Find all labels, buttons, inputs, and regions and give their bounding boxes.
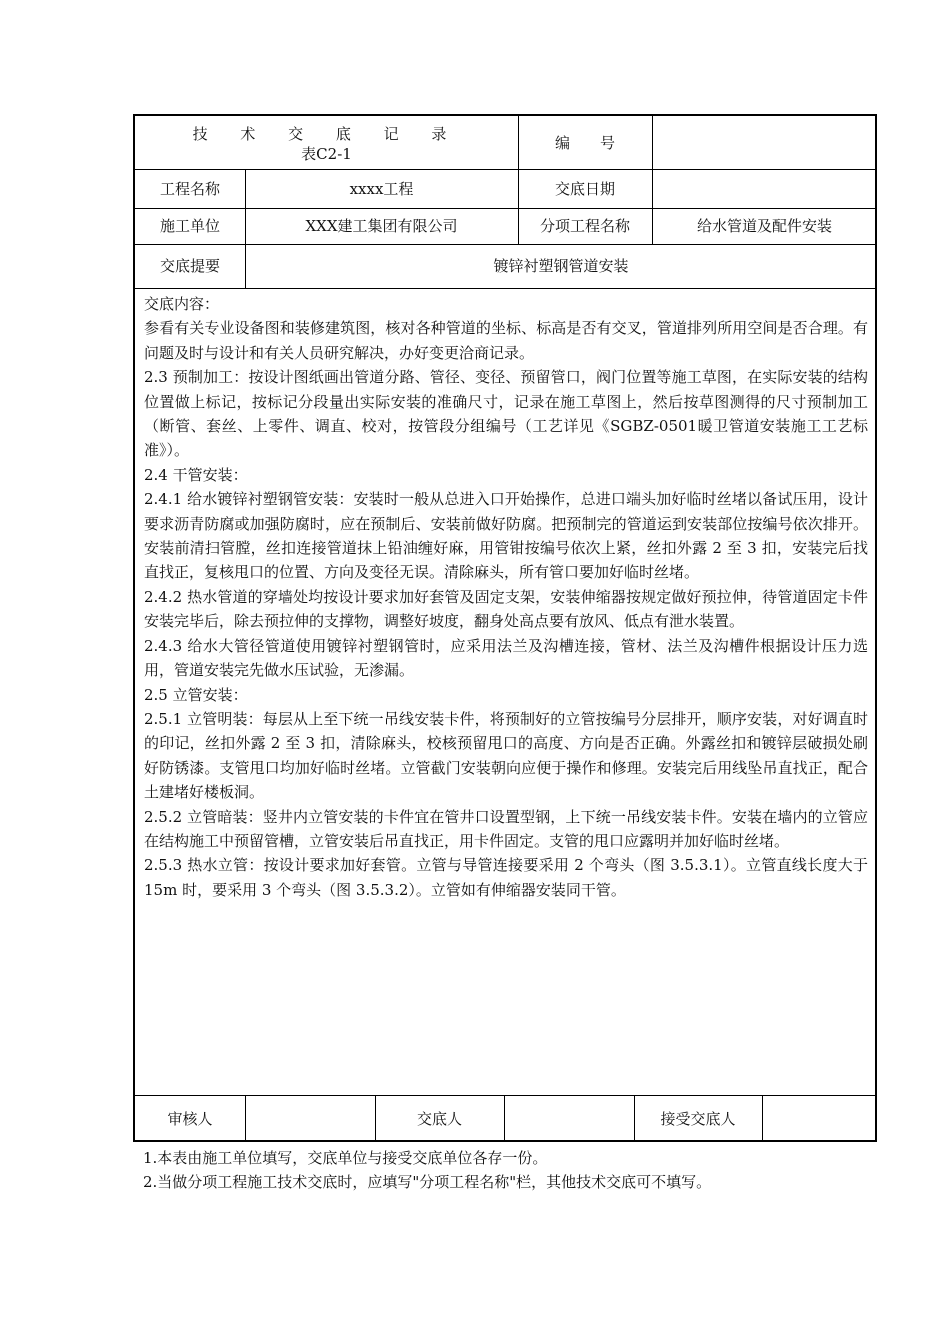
subproject-label: 分项工程名称: [539, 217, 630, 235]
content-paragraph: 交底内容：: [144, 295, 220, 313]
content-paragraph: 2.5.1 立管明装：每层从上至下统一吊线安装卡件，将预制好的立管按编号分层排开，顺序安装，对好调直时的印记，丝扣外露 2 至 3 扣，清除麻头，校核预留甩口的高度、方向是否正确。外露丝扣和镀锌层破损处刷好防锈漆。支管甩口均加好临时丝堵。立管截门安装朝向应便于操作和修理。安装完后用线坠吊直找正，配合土建堵好楼板洞。: [144, 709, 868, 802]
content-paragraph: 2.5.3 热水立管：按设计要求加好套管。立管与导管连接要采用 2 个弯头（图 3.5.3.1）。立管直线长度大于 15m 时，要采用 3 个弯头（图 3.5.3.2）。立管如有伸缩器安装同干管。: [144, 856, 868, 899]
date-value[interactable]: [652, 169, 877, 208]
form-header: [135, 118, 518, 170]
number-value[interactable]: [652, 116, 877, 169]
content-paragraph: 2.3 预制加工：按设计图纸画出管道分路、管径、变径、预留管口，阀门位置等施工草图，在实际安装的结构位置做上标记，按标记分段量出实际安装的准确尺寸，记录在施工草图上，然后按草图测得的尺寸预制加工（断管、套丝、上零件、调直、校对，按管段分组编号（工艺详见《SGBZ-0501暖卫管道安装施工工艺标准》）。: [144, 368, 868, 460]
receiver-label: 接受交底人: [660, 1109, 736, 1128]
content-paragraph: 2.4.3 给水大管径管道使用镀锌衬塑钢管时，应采用法兰及沟槽连接，管材、法兰及沟槽件根据设计压力选用，管道安装完先做水压试验，无渗漏。: [144, 636, 868, 680]
content-paragraph: 2.4.2 热水管道的穿墙处均按设计要求加好套管及固定支架，安装伸缩器按规定做好预拉伸，待管道固定卡件安装完毕后，除去预拉伸的支撑物，调整好坡度，翻身处高点要有放风、低点有泄水装置。: [144, 587, 868, 631]
content-paragraph: 2.4 干管安装：: [144, 465, 248, 484]
number-label: 编 号: [554, 133, 615, 152]
note-item: 2.当做分项工程施工技术交底时，应填写"分项工程名称"栏，其他技术交底可不填写。: [143, 1173, 712, 1191]
presenter-label: 交底人: [416, 1109, 462, 1128]
form-code: 表C2-1: [301, 145, 352, 163]
content-paragraph: 2.5.2 立管暗装：竖井内立管安装的卡件宜在管井口设置型钢，上下统一吊线安装卡件。安装在墙内的立管应在结构施工中预留管槽，立管安装后吊直找正，用卡件固定。支管的甩口应露明并加好临时丝堵。: [144, 807, 868, 850]
summary-value[interactable]: 镀锌衬塑钢管道安装: [493, 257, 629, 275]
presenter-value[interactable]: [504, 1095, 634, 1142]
form-notes: [143, 1146, 711, 1194]
reviewer-value[interactable]: [245, 1095, 375, 1142]
note-item: 1.本表由施工单位填写，交底单位与接受交底单位各存一份。: [143, 1149, 548, 1167]
subproject-value[interactable]: 给水管道及配件安装: [696, 217, 832, 235]
briefing-content: [144, 292, 868, 902]
technical-briefing-form: [133, 114, 877, 1142]
content-paragraph: 2.4.1 给水镀锌衬塑钢管安装：安装时一般从总进入口开始操作，总进口端头加好临时丝堵以备试压用，设计要求沥青防腐或加强防腐时，应在预制后、安装前做好防腐。把预制完的管道运到安装部位按编号依次排开。安装前清扫管膛，丝扣连接管道抹上铅油缠好麻，用管钳按编号依次上紧，丝扣外露 2 至 3 扣，安装完后找直找正，复核甩口的位置、方向及变径无误。清除麻头，所有管口要加好临时丝堵。: [144, 490, 868, 582]
contractor-label: 施工单位: [159, 217, 220, 235]
date-label: 交底日期: [554, 179, 615, 198]
receiver-value[interactable]: [762, 1095, 877, 1142]
contractor-value[interactable]: XXX建工集团有限公司: [305, 217, 458, 235]
content-paragraph: 2.5 立管安装：: [144, 685, 248, 704]
project-name-value[interactable]: xxxx工程: [349, 179, 414, 198]
summary-label: 交底提要: [159, 257, 220, 275]
form-title: 技 术 交 底 记 录: [192, 125, 461, 143]
content-paragraph: 参看有关专业设备图和装修建筑图，核对各种管道的坐标、标高是否有交叉，管道排列所用空间是否合理。有问题及时与设计和有关人员研究解决，办好变更洽商记录。: [144, 319, 868, 362]
reviewer-label: 审核人: [167, 1109, 213, 1128]
row-divider: [135, 288, 875, 289]
project-name-label: 工程名称: [159, 179, 220, 198]
